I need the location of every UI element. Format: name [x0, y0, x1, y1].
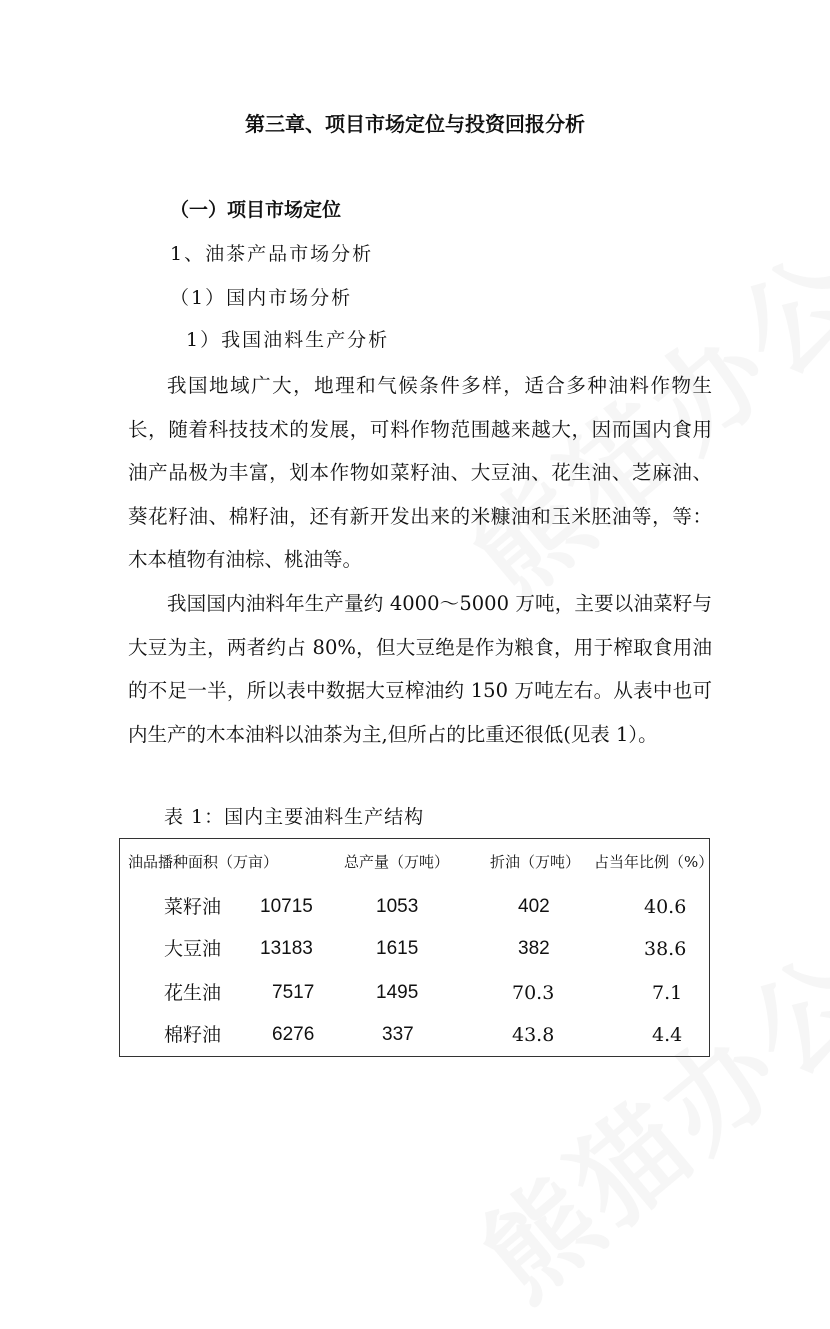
table-cell-ratio: 38.6	[644, 938, 687, 960]
table-caption: 表 1：国内主要油料生产结构	[164, 806, 425, 828]
table-cell-output: 337	[382, 1024, 414, 1045]
table-cell-name: 棉籽油	[164, 1024, 222, 1046]
subheading-oil-production: 1）我国油料生产分析	[186, 329, 390, 351]
table-cell-area: 13183	[260, 938, 313, 959]
oil-production-table	[119, 838, 714, 1057]
table-cell-ratio: 4.4	[652, 1024, 683, 1046]
table-header-output: 总产量（万吨）	[344, 853, 450, 871]
table-cell-oil: 43.8	[512, 1024, 555, 1046]
table-cell-area: 6276	[272, 1024, 315, 1045]
table-cell-output: 1495	[376, 982, 419, 1003]
table-cell-name: 菜籽油	[164, 896, 222, 918]
table-cell-oil: 402	[518, 896, 550, 917]
table-header-ratio: 占当年比例（%）	[594, 853, 714, 871]
table-cell-output: 1053	[376, 896, 419, 917]
table-cell-name: 大豆油	[164, 938, 222, 960]
subheading-market-analysis: 1、油茶产品市场分析	[170, 243, 374, 265]
table-cell-area: 7517	[272, 982, 315, 1003]
table-cell-output: 1615	[376, 938, 419, 959]
table-cell-oil: 70.3	[512, 982, 555, 1004]
table-header-area: 油品播种面积（万亩）	[128, 853, 279, 871]
subheading-domestic-market: （1）国内市场分析	[170, 287, 353, 309]
table-cell-ratio: 40.6	[644, 896, 687, 918]
table-cell-oil: 382	[518, 938, 550, 959]
paragraph: 我国地域广大，地理和气候条件多样，适合多种油料作物生长，随着科技技术的发展，可料作物范围越来越大，因而国内食用油产品极为丰富，划本作物如菜籽油、大豆油、花生油、芝麻油、葵花籽油、棉籽油，还有新开发出来的米糠油和玉米胚油等，等：木本植物有油棕、桃油等。	[128, 374, 712, 571]
table-cell-area: 10715	[260, 896, 313, 917]
table-header-oil: 折油（万吨）	[490, 853, 581, 871]
table-cell-ratio: 7.1	[652, 982, 683, 1004]
table-cell-name: 花生油	[164, 982, 222, 1004]
chapter-title: 第三章、项目市场定位与投资回报分析	[245, 112, 585, 136]
paragraph: 我国国内油料年生产量约 4000～5000 万吨，主要以油菜籽与大豆为主，两者约占 80%，但大豆绝是作为粮食，用于榨取食用油的不足一半，所以表中数据大豆榨油约 150 万吨左右。从表中也可 内生产的木本油料以油茶为主,但所占的比重还很低(见表 1）。	[128, 592, 712, 746]
section-heading: （一）项目市场定位	[170, 199, 342, 221]
